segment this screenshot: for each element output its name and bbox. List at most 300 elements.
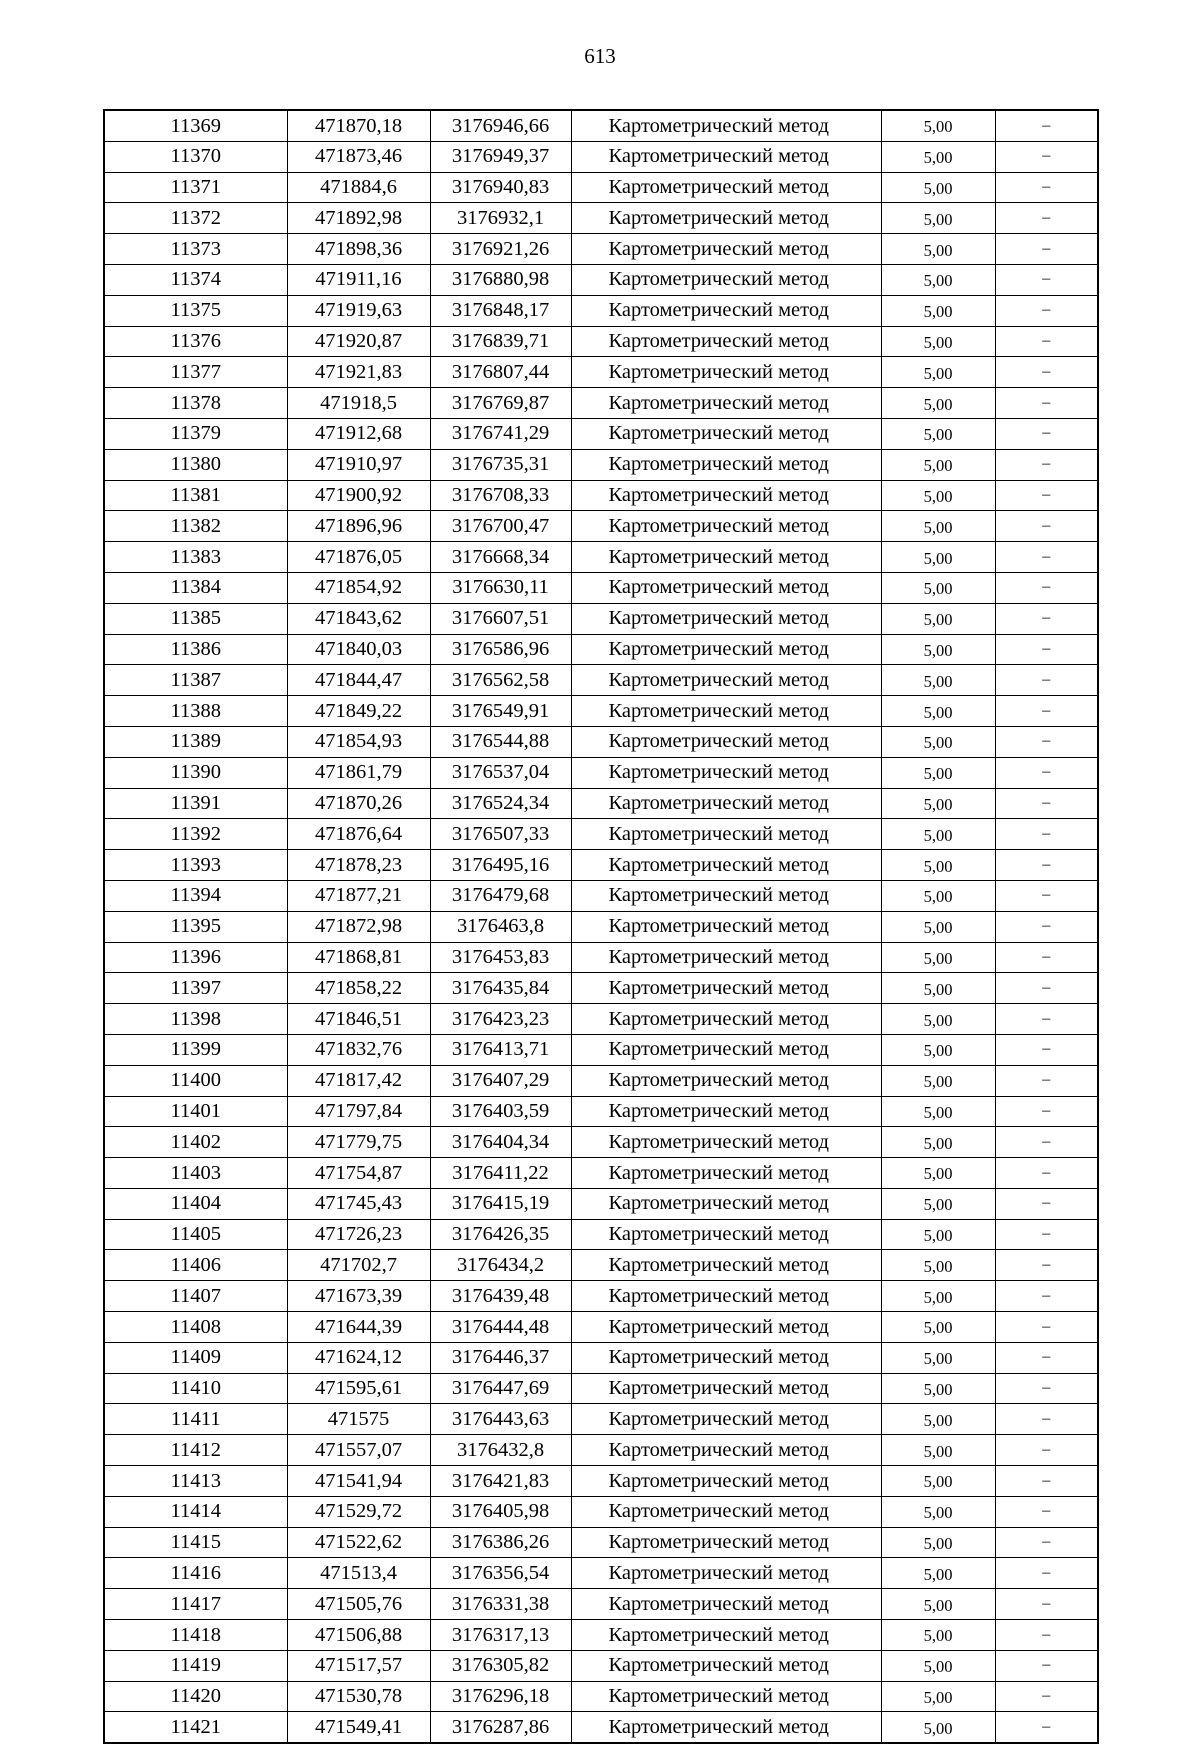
method-cell: Картометрический метод — [571, 1404, 881, 1435]
accuracy-cell: 5,00 — [881, 1373, 995, 1404]
point-number-cell: 11418 — [104, 1620, 287, 1651]
table-row — [104, 1373, 1098, 1404]
method-cell: Картометрический метод — [571, 1466, 881, 1497]
y-coordinate-cell: 3176549,91 — [430, 696, 571, 727]
x-coordinate-cell: 471595,61 — [287, 1373, 430, 1404]
accuracy-cell: 5,00 — [881, 326, 995, 357]
empty-mark-cell: – — [995, 326, 1098, 357]
point-number-cell: 11406 — [104, 1250, 287, 1281]
x-coordinate-cell: 471840,03 — [287, 634, 430, 665]
accuracy-cell: 5,00 — [881, 1466, 995, 1497]
y-coordinate-cell: 3176946,66 — [430, 110, 571, 141]
x-coordinate-cell: 471513,4 — [287, 1558, 430, 1589]
table-row — [104, 449, 1098, 480]
x-coordinate-cell: 471870,26 — [287, 788, 430, 819]
y-coordinate-cell: 3176507,33 — [430, 819, 571, 850]
x-coordinate-cell: 471726,23 — [287, 1219, 430, 1250]
empty-mark-cell: – — [995, 1281, 1098, 1312]
accuracy-cell: 5,00 — [881, 388, 995, 419]
table-row — [104, 1004, 1098, 1035]
table-row — [104, 696, 1098, 727]
method-cell: Картометрический метод — [571, 1650, 881, 1681]
empty-mark-cell: – — [995, 388, 1098, 419]
empty-mark-cell: – — [995, 726, 1098, 757]
point-number-cell: 11404 — [104, 1188, 287, 1219]
method-cell: Картометрический метод — [571, 172, 881, 203]
y-coordinate-cell: 3176423,23 — [430, 1004, 571, 1035]
y-coordinate-cell: 3176415,19 — [430, 1188, 571, 1219]
table-row — [104, 110, 1098, 141]
y-coordinate-cell: 3176668,34 — [430, 542, 571, 573]
y-coordinate-cell: 3176405,98 — [430, 1496, 571, 1527]
empty-mark-cell: – — [995, 1065, 1098, 1096]
y-coordinate-cell: 3176932,1 — [430, 203, 571, 234]
point-number-cell: 11382 — [104, 511, 287, 542]
point-number-cell: 11377 — [104, 357, 287, 388]
method-cell: Картометрический метод — [571, 1558, 881, 1589]
point-number-cell: 11393 — [104, 850, 287, 881]
table-row — [104, 880, 1098, 911]
table-row — [104, 388, 1098, 419]
empty-mark-cell: – — [995, 942, 1098, 973]
x-coordinate-cell: 471918,5 — [287, 388, 430, 419]
method-cell: Картометрический метод — [571, 1004, 881, 1035]
accuracy-cell: 5,00 — [881, 203, 995, 234]
y-coordinate-cell: 3176435,84 — [430, 973, 571, 1004]
method-cell: Картометрический метод — [571, 1034, 881, 1065]
table-row — [104, 418, 1098, 449]
table-row — [104, 295, 1098, 326]
y-coordinate-cell: 3176586,96 — [430, 634, 571, 665]
method-cell: Картометрический метод — [571, 1620, 881, 1651]
point-number-cell: 11397 — [104, 973, 287, 1004]
table-row — [104, 942, 1098, 973]
accuracy-cell: 5,00 — [881, 542, 995, 573]
empty-mark-cell: – — [995, 172, 1098, 203]
table-row — [104, 1558, 1098, 1589]
point-number-cell: 11416 — [104, 1558, 287, 1589]
accuracy-cell: 5,00 — [881, 942, 995, 973]
table-row — [104, 1342, 1098, 1373]
y-coordinate-cell: 3176317,13 — [430, 1620, 571, 1651]
point-number-cell: 11401 — [104, 1096, 287, 1127]
y-coordinate-cell: 3176426,35 — [430, 1219, 571, 1250]
table-row — [104, 788, 1098, 819]
method-cell: Картометрический метод — [571, 110, 881, 141]
table-row — [104, 1065, 1098, 1096]
accuracy-cell: 5,00 — [881, 911, 995, 942]
empty-mark-cell: – — [995, 110, 1098, 141]
x-coordinate-cell: 471849,22 — [287, 696, 430, 727]
accuracy-cell: 5,00 — [881, 1342, 995, 1373]
table-row — [104, 326, 1098, 357]
point-number-cell: 11408 — [104, 1312, 287, 1343]
x-coordinate-cell: 471884,6 — [287, 172, 430, 203]
table-row — [104, 542, 1098, 573]
method-cell: Картометрический метод — [571, 572, 881, 603]
y-coordinate-cell: 3176439,48 — [430, 1281, 571, 1312]
empty-mark-cell: – — [995, 1589, 1098, 1620]
accuracy-cell: 5,00 — [881, 757, 995, 788]
x-coordinate-cell: 471575 — [287, 1404, 430, 1435]
x-coordinate-cell: 471817,42 — [287, 1065, 430, 1096]
table-row — [104, 850, 1098, 881]
table-row — [104, 973, 1098, 1004]
table-row — [104, 511, 1098, 542]
method-cell: Картометрический метод — [571, 357, 881, 388]
y-coordinate-cell: 3176524,34 — [430, 788, 571, 819]
method-cell: Картометрический метод — [571, 1712, 881, 1743]
point-number-cell: 11411 — [104, 1404, 287, 1435]
y-coordinate-cell: 3176296,18 — [430, 1681, 571, 1712]
x-coordinate-cell: 471522,62 — [287, 1527, 430, 1558]
empty-mark-cell: – — [995, 1620, 1098, 1651]
x-coordinate-cell: 471900,92 — [287, 480, 430, 511]
accuracy-cell: 5,00 — [881, 1404, 995, 1435]
x-coordinate-cell: 471868,81 — [287, 942, 430, 973]
method-cell: Картометрический метод — [571, 264, 881, 295]
empty-mark-cell: – — [995, 1466, 1098, 1497]
x-coordinate-cell: 471870,18 — [287, 110, 430, 141]
point-number-cell: 11395 — [104, 911, 287, 942]
method-cell: Картометрический метод — [571, 141, 881, 172]
x-coordinate-cell: 471854,92 — [287, 572, 430, 603]
method-cell: Картометрический метод — [571, 1158, 881, 1189]
x-coordinate-cell: 471878,23 — [287, 850, 430, 881]
accuracy-cell: 5,00 — [881, 449, 995, 480]
x-coordinate-cell: 471892,98 — [287, 203, 430, 234]
y-coordinate-cell: 3176413,71 — [430, 1034, 571, 1065]
accuracy-cell: 5,00 — [881, 234, 995, 265]
x-coordinate-cell: 471876,05 — [287, 542, 430, 573]
table-row — [104, 1527, 1098, 1558]
table-row — [104, 665, 1098, 696]
method-cell: Картометрический метод — [571, 850, 881, 881]
method-cell: Картометрический метод — [571, 418, 881, 449]
method-cell: Картометрический метод — [571, 234, 881, 265]
point-number-cell: 11412 — [104, 1435, 287, 1466]
method-cell: Картометрический метод — [571, 942, 881, 973]
empty-mark-cell: – — [995, 1681, 1098, 1712]
empty-mark-cell: – — [995, 141, 1098, 172]
empty-mark-cell: – — [995, 449, 1098, 480]
y-coordinate-cell: 3176463,8 — [430, 911, 571, 942]
y-coordinate-cell: 3176404,34 — [430, 1127, 571, 1158]
point-number-cell: 11389 — [104, 726, 287, 757]
method-cell: Картометрический метод — [571, 1065, 881, 1096]
empty-mark-cell: – — [995, 203, 1098, 234]
coordinates-table — [103, 109, 1099, 1744]
table-row — [104, 1589, 1098, 1620]
y-coordinate-cell: 3176447,69 — [430, 1373, 571, 1404]
x-coordinate-cell: 471873,46 — [287, 141, 430, 172]
y-coordinate-cell: 3176880,98 — [430, 264, 571, 295]
table-row — [104, 911, 1098, 942]
x-coordinate-cell: 471876,64 — [287, 819, 430, 850]
accuracy-cell: 5,00 — [881, 880, 995, 911]
accuracy-cell: 5,00 — [881, 295, 995, 326]
method-cell: Картометрический метод — [571, 726, 881, 757]
accuracy-cell: 5,00 — [881, 726, 995, 757]
accuracy-cell: 5,00 — [881, 357, 995, 388]
x-coordinate-cell: 471832,76 — [287, 1034, 430, 1065]
point-number-cell: 11410 — [104, 1373, 287, 1404]
method-cell: Картометрический метод — [571, 480, 881, 511]
point-number-cell: 11402 — [104, 1127, 287, 1158]
y-coordinate-cell: 3176735,31 — [430, 449, 571, 480]
empty-mark-cell: – — [995, 819, 1098, 850]
method-cell: Картометрический метод — [571, 603, 881, 634]
x-coordinate-cell: 471919,63 — [287, 295, 430, 326]
empty-mark-cell: – — [995, 1712, 1098, 1743]
point-number-cell: 11400 — [104, 1065, 287, 1096]
y-coordinate-cell: 3176848,17 — [430, 295, 571, 326]
empty-mark-cell: – — [995, 850, 1098, 881]
accuracy-cell: 5,00 — [881, 1496, 995, 1527]
point-number-cell: 11373 — [104, 234, 287, 265]
y-coordinate-cell: 3176807,44 — [430, 357, 571, 388]
table-row — [104, 634, 1098, 665]
point-number-cell: 11409 — [104, 1342, 287, 1373]
accuracy-cell: 5,00 — [881, 665, 995, 696]
point-number-cell: 11391 — [104, 788, 287, 819]
empty-mark-cell: – — [995, 1034, 1098, 1065]
empty-mark-cell: – — [995, 634, 1098, 665]
point-number-cell: 11376 — [104, 326, 287, 357]
method-cell: Картометрический метод — [571, 973, 881, 1004]
x-coordinate-cell: 471754,87 — [287, 1158, 430, 1189]
x-coordinate-cell: 471912,68 — [287, 418, 430, 449]
table-row — [104, 1250, 1098, 1281]
y-coordinate-cell: 3176331,38 — [430, 1589, 571, 1620]
x-coordinate-cell: 471797,84 — [287, 1096, 430, 1127]
x-coordinate-cell: 471673,39 — [287, 1281, 430, 1312]
accuracy-cell: 5,00 — [881, 1589, 995, 1620]
accuracy-cell: 5,00 — [881, 1650, 995, 1681]
accuracy-cell: 5,00 — [881, 788, 995, 819]
y-coordinate-cell: 3176432,8 — [430, 1435, 571, 1466]
x-coordinate-cell: 471702,7 — [287, 1250, 430, 1281]
point-number-cell: 11420 — [104, 1681, 287, 1712]
method-cell: Картометрический метод — [571, 542, 881, 573]
x-coordinate-cell: 471896,96 — [287, 511, 430, 542]
accuracy-cell: 5,00 — [881, 1127, 995, 1158]
accuracy-cell: 5,00 — [881, 264, 995, 295]
empty-mark-cell: – — [995, 1342, 1098, 1373]
empty-mark-cell: – — [995, 572, 1098, 603]
point-number-cell: 11380 — [104, 449, 287, 480]
accuracy-cell: 5,00 — [881, 418, 995, 449]
table-row — [104, 1681, 1098, 1712]
empty-mark-cell: – — [995, 880, 1098, 911]
point-number-cell: 11398 — [104, 1004, 287, 1035]
method-cell: Картометрический метод — [571, 880, 881, 911]
y-coordinate-cell: 3176407,29 — [430, 1065, 571, 1096]
accuracy-cell: 5,00 — [881, 1004, 995, 1035]
y-coordinate-cell: 3176562,58 — [430, 665, 571, 696]
y-coordinate-cell: 3176921,26 — [430, 234, 571, 265]
table-row — [104, 1188, 1098, 1219]
point-number-cell: 11383 — [104, 542, 287, 573]
accuracy-cell: 5,00 — [881, 572, 995, 603]
method-cell: Картометрический метод — [571, 1681, 881, 1712]
method-cell: Картометрический метод — [571, 1435, 881, 1466]
accuracy-cell: 5,00 — [881, 1034, 995, 1065]
method-cell: Картометрический метод — [571, 449, 881, 480]
empty-mark-cell: – — [995, 603, 1098, 634]
y-coordinate-cell: 3176403,59 — [430, 1096, 571, 1127]
table-row — [104, 1466, 1098, 1497]
point-number-cell: 11371 — [104, 172, 287, 203]
method-cell: Картометрический метод — [571, 1312, 881, 1343]
empty-mark-cell: – — [995, 911, 1098, 942]
accuracy-cell: 5,00 — [881, 1312, 995, 1343]
y-coordinate-cell: 3176949,37 — [430, 141, 571, 172]
empty-mark-cell: – — [995, 1650, 1098, 1681]
method-cell: Картометрический метод — [571, 911, 881, 942]
accuracy-cell: 5,00 — [881, 1558, 995, 1589]
y-coordinate-cell: 3176495,16 — [430, 850, 571, 881]
point-number-cell: 11403 — [104, 1158, 287, 1189]
table-row — [104, 357, 1098, 388]
table-row — [104, 1158, 1098, 1189]
table-row — [104, 757, 1098, 788]
empty-mark-cell: – — [995, 357, 1098, 388]
empty-mark-cell: – — [995, 1312, 1098, 1343]
y-coordinate-cell: 3176434,2 — [430, 1250, 571, 1281]
method-cell: Картометрический метод — [571, 665, 881, 696]
y-coordinate-cell: 3176446,37 — [430, 1342, 571, 1373]
method-cell: Картометрический метод — [571, 511, 881, 542]
x-coordinate-cell: 471644,39 — [287, 1312, 430, 1343]
accuracy-cell: 5,00 — [881, 1219, 995, 1250]
empty-mark-cell: – — [995, 1250, 1098, 1281]
point-number-cell: 11396 — [104, 942, 287, 973]
y-coordinate-cell: 3176940,83 — [430, 172, 571, 203]
point-number-cell: 11384 — [104, 572, 287, 603]
point-number-cell: 11378 — [104, 388, 287, 419]
accuracy-cell: 5,00 — [881, 1065, 995, 1096]
method-cell: Картометрический метод — [571, 1219, 881, 1250]
point-number-cell: 11415 — [104, 1527, 287, 1558]
page-number: 613 — [584, 44, 616, 68]
table-row — [104, 264, 1098, 295]
table-row — [104, 572, 1098, 603]
table-row — [104, 1281, 1098, 1312]
table-row — [104, 480, 1098, 511]
table-row — [104, 1034, 1098, 1065]
x-coordinate-cell: 471843,62 — [287, 603, 430, 634]
accuracy-cell: 5,00 — [881, 819, 995, 850]
x-coordinate-cell: 471877,21 — [287, 880, 430, 911]
accuracy-cell: 5,00 — [881, 480, 995, 511]
accuracy-cell: 5,00 — [881, 172, 995, 203]
x-coordinate-cell: 471557,07 — [287, 1435, 430, 1466]
table-row — [104, 141, 1098, 172]
coordinates-table-body — [104, 110, 1098, 1743]
table-row — [104, 234, 1098, 265]
empty-mark-cell: – — [995, 757, 1098, 788]
point-number-cell: 11390 — [104, 757, 287, 788]
method-cell: Картометрический метод — [571, 1188, 881, 1219]
y-coordinate-cell: 3176769,87 — [430, 388, 571, 419]
y-coordinate-cell: 3176444,48 — [430, 1312, 571, 1343]
x-coordinate-cell: 471745,43 — [287, 1188, 430, 1219]
accuracy-cell: 5,00 — [881, 696, 995, 727]
method-cell: Картометрический метод — [571, 1496, 881, 1527]
table-row — [104, 819, 1098, 850]
x-coordinate-cell: 471541,94 — [287, 1466, 430, 1497]
empty-mark-cell: – — [995, 1496, 1098, 1527]
x-coordinate-cell: 471854,93 — [287, 726, 430, 757]
y-coordinate-cell: 3176630,11 — [430, 572, 571, 603]
x-coordinate-cell: 471530,78 — [287, 1681, 430, 1712]
table-row — [104, 1712, 1098, 1743]
accuracy-cell: 5,00 — [881, 1620, 995, 1651]
accuracy-cell: 5,00 — [881, 1281, 995, 1312]
point-number-cell: 11369 — [104, 110, 287, 141]
empty-mark-cell: – — [995, 1158, 1098, 1189]
point-number-cell: 11379 — [104, 418, 287, 449]
table-row — [104, 1312, 1098, 1343]
empty-mark-cell: – — [995, 1404, 1098, 1435]
method-cell: Картометрический метод — [571, 788, 881, 819]
point-number-cell: 11374 — [104, 264, 287, 295]
accuracy-cell: 5,00 — [881, 603, 995, 634]
empty-mark-cell: – — [995, 788, 1098, 819]
method-cell: Картометрический метод — [571, 388, 881, 419]
empty-mark-cell: – — [995, 665, 1098, 696]
point-number-cell: 11388 — [104, 696, 287, 727]
empty-mark-cell: – — [995, 480, 1098, 511]
y-coordinate-cell: 3176708,33 — [430, 480, 571, 511]
empty-mark-cell: – — [995, 234, 1098, 265]
y-coordinate-cell: 3176386,26 — [430, 1527, 571, 1558]
table-row — [104, 603, 1098, 634]
empty-mark-cell: – — [995, 973, 1098, 1004]
y-coordinate-cell: 3176607,51 — [430, 603, 571, 634]
point-number-cell: 11417 — [104, 1589, 287, 1620]
point-number-cell: 11375 — [104, 295, 287, 326]
table-row — [104, 1219, 1098, 1250]
x-coordinate-cell: 471779,75 — [287, 1127, 430, 1158]
y-coordinate-cell: 3176443,63 — [430, 1404, 571, 1435]
method-cell: Картометрический метод — [571, 1589, 881, 1620]
method-cell: Картометрический метод — [571, 1281, 881, 1312]
method-cell: Картометрический метод — [571, 1527, 881, 1558]
point-number-cell: 11405 — [104, 1219, 287, 1250]
accuracy-cell: 5,00 — [881, 1527, 995, 1558]
method-cell: Картометрический метод — [571, 1250, 881, 1281]
empty-mark-cell: – — [995, 418, 1098, 449]
x-coordinate-cell: 471898,36 — [287, 234, 430, 265]
empty-mark-cell: – — [995, 542, 1098, 573]
empty-mark-cell: – — [995, 295, 1098, 326]
table-row — [104, 1127, 1098, 1158]
method-cell: Картометрический метод — [571, 634, 881, 665]
point-number-cell: 11421 — [104, 1712, 287, 1743]
point-number-cell: 11392 — [104, 819, 287, 850]
x-coordinate-cell: 471920,87 — [287, 326, 430, 357]
empty-mark-cell: – — [995, 1004, 1098, 1035]
x-coordinate-cell: 471861,79 — [287, 757, 430, 788]
table-row — [104, 1404, 1098, 1435]
y-coordinate-cell: 3176453,83 — [430, 942, 571, 973]
method-cell: Картометрический метод — [571, 696, 881, 727]
x-coordinate-cell: 471846,51 — [287, 1004, 430, 1035]
accuracy-cell: 5,00 — [881, 1158, 995, 1189]
table-row — [104, 1096, 1098, 1127]
